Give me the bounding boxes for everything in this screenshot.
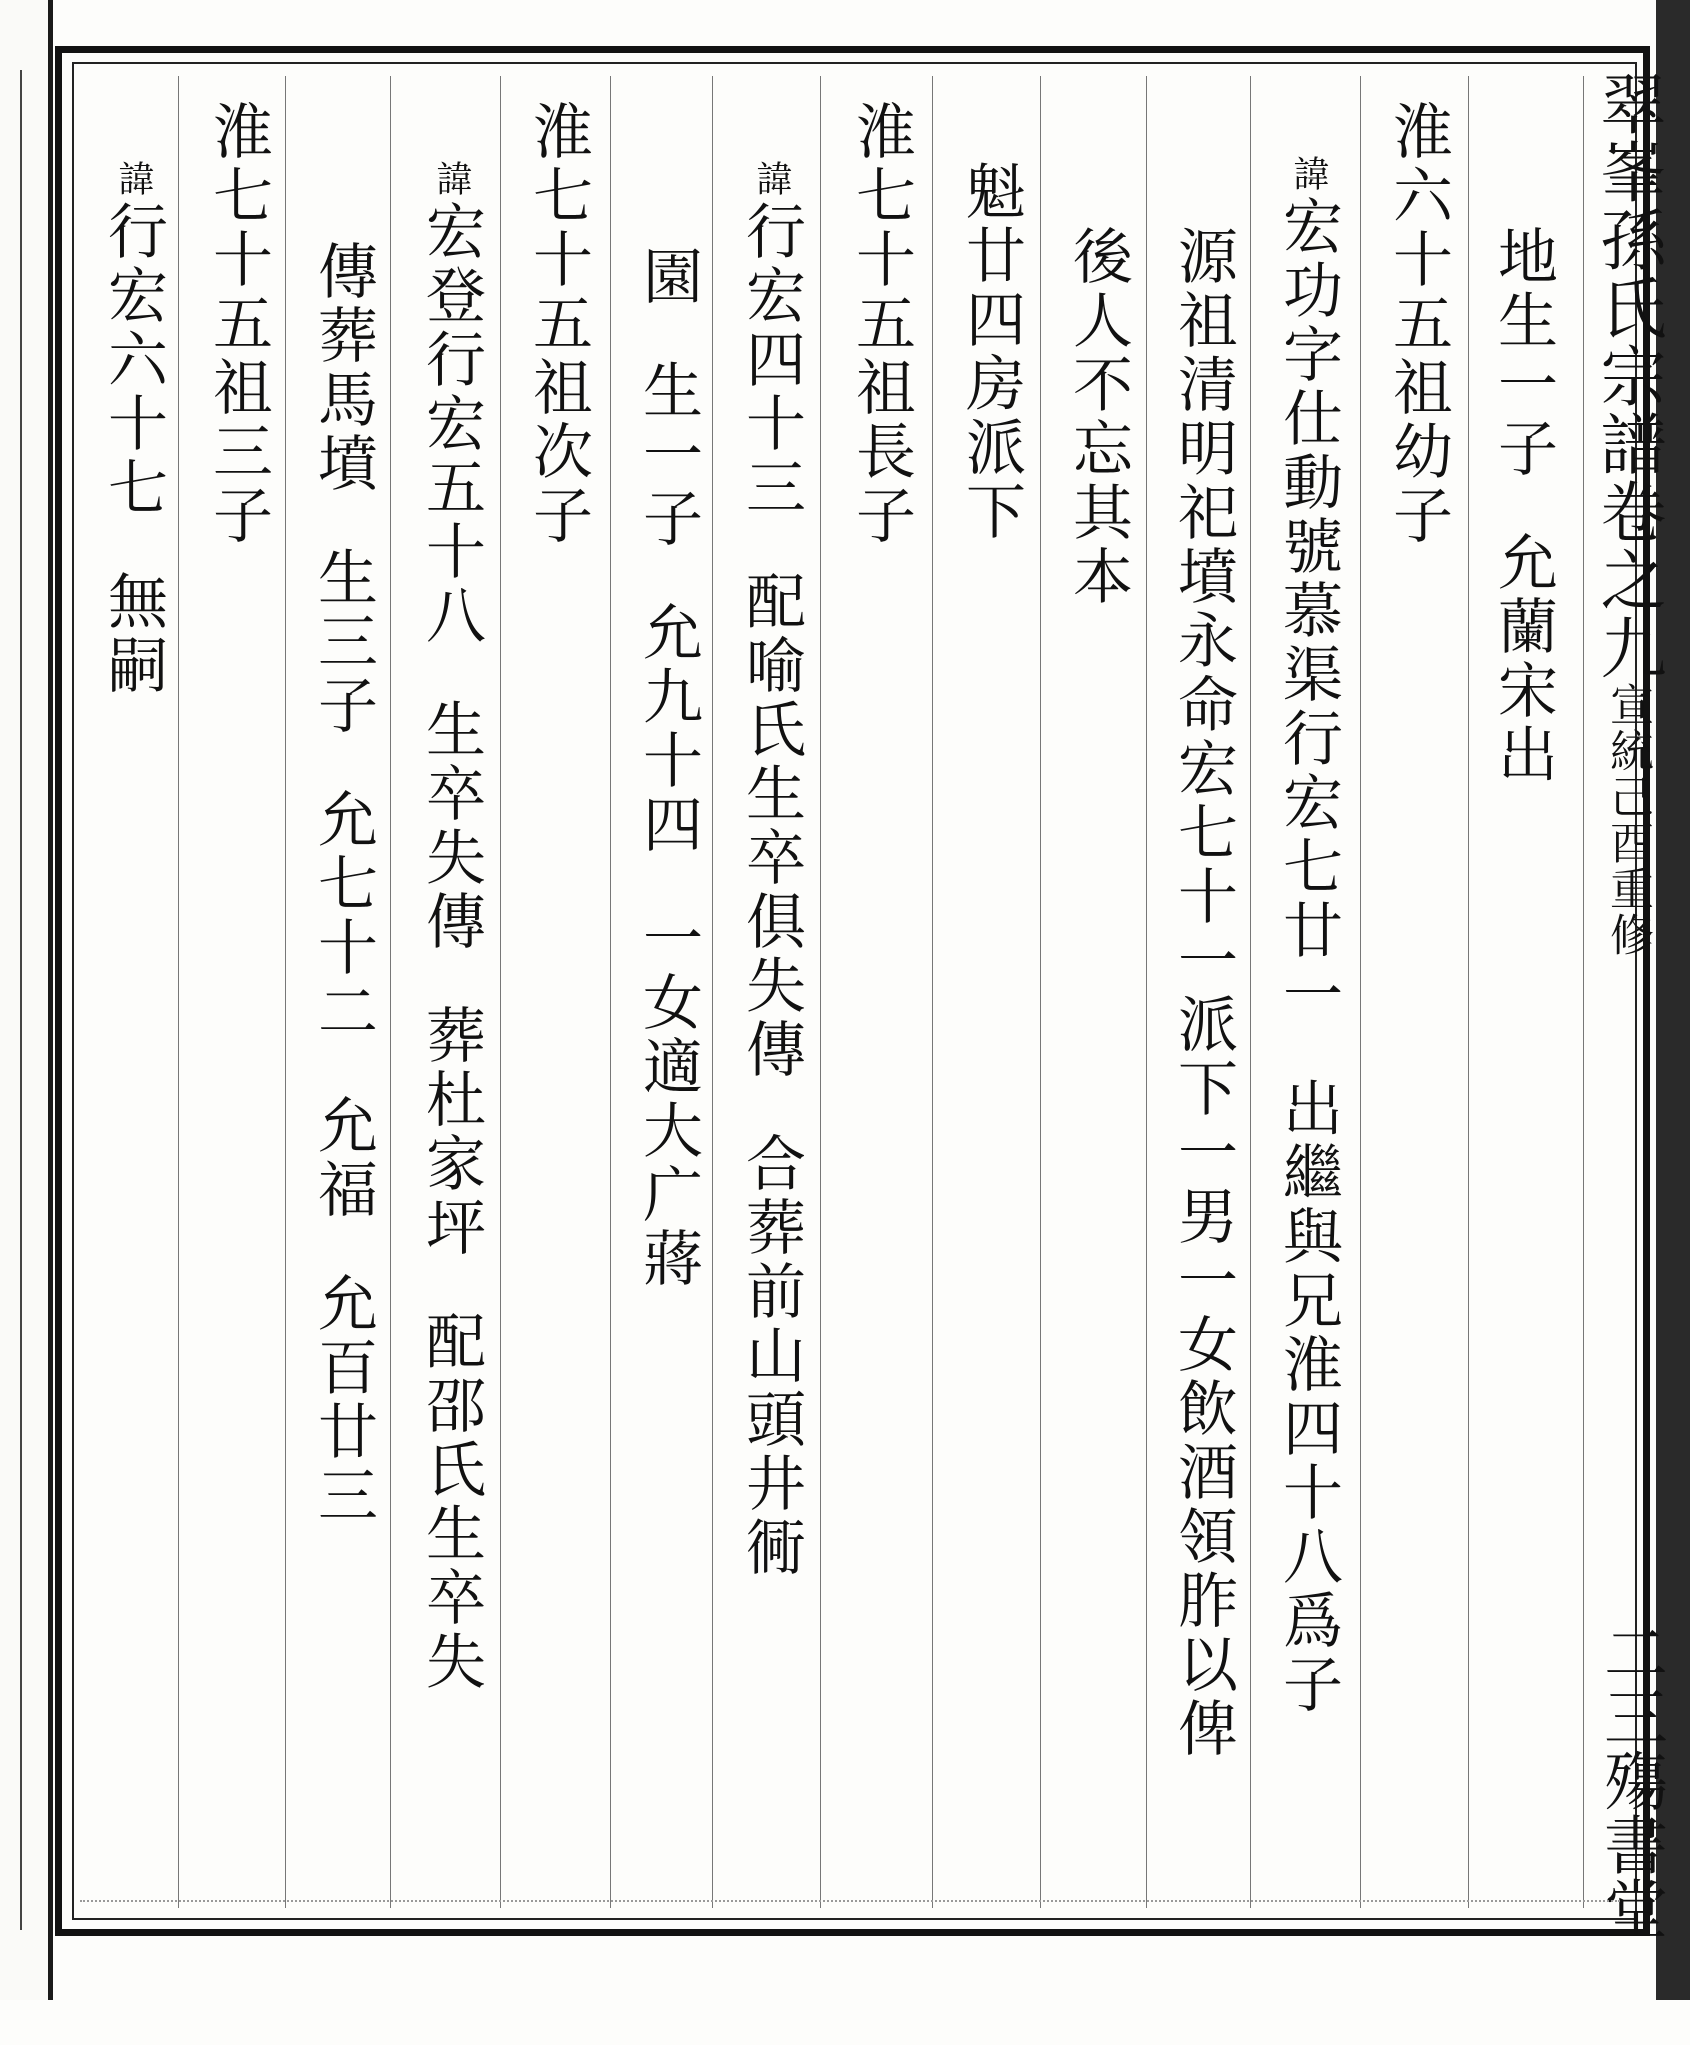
column-rule [1583, 76, 1584, 1908]
column-text-tail: 葬杜家坪 [416, 1004, 486, 1260]
text-column-2 [1375, 100, 1461, 1900]
column-text-tail: 配喻氏生卒俱失傳 [736, 570, 806, 1082]
column-text: 宏功字仕動號慕渠行宏七廿一 [1273, 195, 1343, 1027]
column-rule [178, 76, 179, 1908]
text-column-5 [1055, 225, 1141, 2025]
page-number: 二三殤書堂 [1593, 1620, 1667, 1940]
book-title: 翠峯孫氏宗譜 [1589, 70, 1666, 478]
column-text-tail: 生三子 [308, 546, 378, 738]
column-text: 淮六十五祖幼子 [1383, 100, 1453, 548]
adjacent-page-rule [20, 70, 22, 1930]
honorific-mark: 諱 [113, 160, 154, 200]
column-text-tail: 允蘭宋出 [1488, 531, 1558, 787]
bottom-border-speckle [80, 1900, 1620, 1904]
column-text: 源祖清明祀墳永命宏七十一派下一男一女飲酒領胙以俾 [1168, 225, 1238, 1761]
text-column-3 [1265, 155, 1351, 1955]
column-text: 淮七十五祖次子 [523, 100, 593, 548]
column-rule [820, 76, 821, 1908]
text-column-4 [1160, 225, 1246, 2025]
column-text: 後人不忘其本 [1063, 225, 1133, 609]
column-text-tail: 允福 [308, 1094, 378, 1222]
text-column-1 [1480, 225, 1566, 2025]
column-rule [285, 76, 286, 1908]
column-rule [390, 76, 391, 1908]
text-column-13 [195, 100, 281, 1900]
column-rule [1250, 76, 1251, 1908]
column-rule [1360, 76, 1361, 1908]
column-rule [610, 76, 611, 1908]
text-column-10 [515, 100, 601, 1900]
column-rule [1040, 76, 1041, 1908]
column-text: 行宏四十三 [736, 200, 806, 520]
column-text: 淮七十五祖長子 [846, 100, 916, 548]
column-rule [500, 76, 501, 1908]
edition-label: 宣統己酉重修 [1602, 682, 1653, 958]
honorific-mark: 諱 [431, 160, 472, 200]
text-column-14 [90, 160, 176, 1960]
column-text-tail: 出繼與兄淮四十八爲子 [1273, 1077, 1343, 1717]
column-text-tail: 生卒失傳 [416, 698, 486, 954]
column-rule [1146, 76, 1147, 1908]
column-text-tail: 無嗣 [98, 570, 168, 698]
honorific-mark: 諱 [751, 160, 792, 200]
column-rule [712, 76, 713, 1908]
text-column-12 [300, 240, 386, 2040]
column-text-tail: 允七十二 [308, 788, 378, 1044]
column-text-tail: 允九十四 [633, 601, 703, 857]
text-column-6 [948, 160, 1034, 1960]
column-text: 地生一子 [1488, 225, 1558, 481]
column-text-tail: 一女適大广蔣 [633, 907, 703, 1291]
column-text-tail: 合葬前山頭井衕 [736, 1132, 806, 1580]
text-column-8 [728, 160, 814, 1960]
text-column-7 [838, 100, 924, 1900]
column-rule [932, 76, 933, 1908]
column-text-mid: 生一子 [633, 359, 703, 551]
column-text: 園 [633, 245, 703, 309]
adjacent-page-edge [0, 0, 53, 2000]
column-text: 魁廿四房派下 [956, 160, 1026, 544]
column-text: 宏登行宏五十八 [416, 200, 486, 648]
text-column-9 [625, 245, 711, 2045]
volume-label: 卷之九 [1589, 478, 1666, 682]
column-text: 傳葬馬墳 [308, 240, 378, 496]
column-text-tail: 配邵氏生卒失 [416, 1310, 486, 1694]
column-text: 淮七十五祖三子 [203, 100, 273, 548]
column-rule [1468, 76, 1469, 1908]
honorific-mark: 諱 [1288, 155, 1329, 195]
text-column-11 [408, 160, 494, 1960]
column-text-tail: 允百廿三 [308, 1272, 378, 1528]
column-text: 行宏六十七 [98, 200, 168, 520]
